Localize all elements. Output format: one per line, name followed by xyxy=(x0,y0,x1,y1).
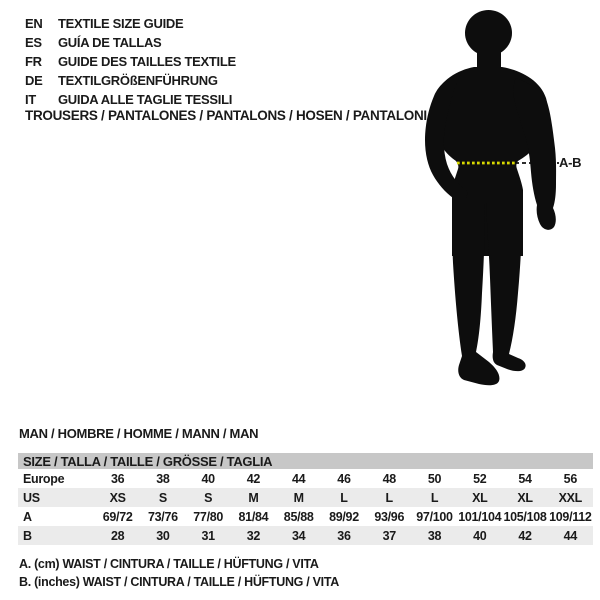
table-row-europe xyxy=(18,469,593,488)
man-section-title: MAN / HOMBRE / HOMME / MANN / MAN xyxy=(19,426,259,441)
cell: L xyxy=(321,488,366,507)
footnote-b: B. (inches) WAIST / CINTURA / TAILLE / HÜFTUNG / VITA xyxy=(19,575,339,589)
lang-label: GUÍA DE TALLAS xyxy=(58,35,162,50)
lang-label: TEXTILGRÖßENFÜHRUNG xyxy=(58,73,218,88)
cell: 28 xyxy=(95,526,140,545)
cell: 101/104 xyxy=(458,509,502,524)
cell: 40 xyxy=(457,526,502,545)
cell: 89/92 xyxy=(329,509,359,524)
cell: XL xyxy=(502,488,547,507)
cell: L xyxy=(412,488,457,507)
footnotes xyxy=(19,555,339,591)
cell: 85/88 xyxy=(283,509,314,524)
cell: 36 xyxy=(110,471,125,486)
cell: 93/96 xyxy=(374,509,405,524)
measure-label-ab: A-B xyxy=(559,155,582,170)
row-label: A xyxy=(23,509,32,524)
cell: L xyxy=(367,488,412,507)
lang-code: ES xyxy=(25,35,42,50)
cell: 42 xyxy=(246,471,261,486)
cell: 32 xyxy=(231,526,276,545)
cell: 50 xyxy=(427,471,442,486)
cell: 54 xyxy=(518,471,532,486)
footnote-a: A. (cm) WAIST / CINTURA / TAILLE / HÜFTUNG / VITA xyxy=(19,557,319,571)
table-row-b-inches xyxy=(18,526,593,545)
cell: 73/76 xyxy=(148,509,178,524)
cell: 38 xyxy=(412,526,457,545)
size-table xyxy=(18,453,593,545)
lang-code: IT xyxy=(25,92,36,107)
cell: M xyxy=(231,488,276,507)
cell: 97/100 xyxy=(416,509,453,524)
cell: 56 xyxy=(563,471,577,486)
cell: 31 xyxy=(186,526,231,545)
cell: 44 xyxy=(548,526,593,545)
man-silhouette-shape xyxy=(425,10,556,385)
cell: 105/108 xyxy=(503,509,547,524)
man-silhouette-image xyxy=(416,8,566,398)
cell: 69/72 xyxy=(102,509,133,524)
cell: 30 xyxy=(140,526,185,545)
table-row-a-cm xyxy=(18,507,593,526)
table-row-us xyxy=(18,488,593,507)
lang-label: TEXTILE SIZE GUIDE xyxy=(58,16,184,31)
cell: S xyxy=(140,488,185,507)
cell: 42 xyxy=(502,526,547,545)
cell: 77/80 xyxy=(193,509,224,524)
cell: XS xyxy=(95,488,140,507)
row-label: Europe xyxy=(23,471,65,486)
cell: 52 xyxy=(473,471,487,486)
lang-label: GUIDE DES TAILLES TEXTILE xyxy=(58,54,236,69)
cell: 36 xyxy=(321,526,366,545)
cell: 38 xyxy=(156,471,170,486)
cell: 109/112 xyxy=(549,509,592,524)
size-table-header-label: SIZE / TALLA / TAILLE / GRÖSSE / TAGLIA xyxy=(18,453,593,469)
cell: 37 xyxy=(367,526,412,545)
cell: XXL xyxy=(548,488,593,507)
cell: S xyxy=(186,488,231,507)
cell: 46 xyxy=(337,471,351,486)
row-label: US xyxy=(18,488,95,507)
cell: M xyxy=(276,488,321,507)
lang-code: FR xyxy=(25,54,42,69)
cell: 81/84 xyxy=(238,509,269,524)
lang-code: DE xyxy=(25,73,43,88)
cell: 40 xyxy=(201,471,215,486)
lang-label: GUIDA ALLE TAGLIE TESSILI xyxy=(58,92,233,107)
lang-code: EN xyxy=(25,16,43,31)
category-title: TROUSERS / PANTALONES / PANTALONS / HOSEN / PANTALONI xyxy=(25,108,427,123)
cell: 44 xyxy=(292,471,306,486)
row-label: B xyxy=(18,526,95,545)
size-table-header-row xyxy=(18,453,593,469)
cell: 34 xyxy=(276,526,321,545)
cell: XL xyxy=(457,488,502,507)
cell: 48 xyxy=(382,471,396,486)
